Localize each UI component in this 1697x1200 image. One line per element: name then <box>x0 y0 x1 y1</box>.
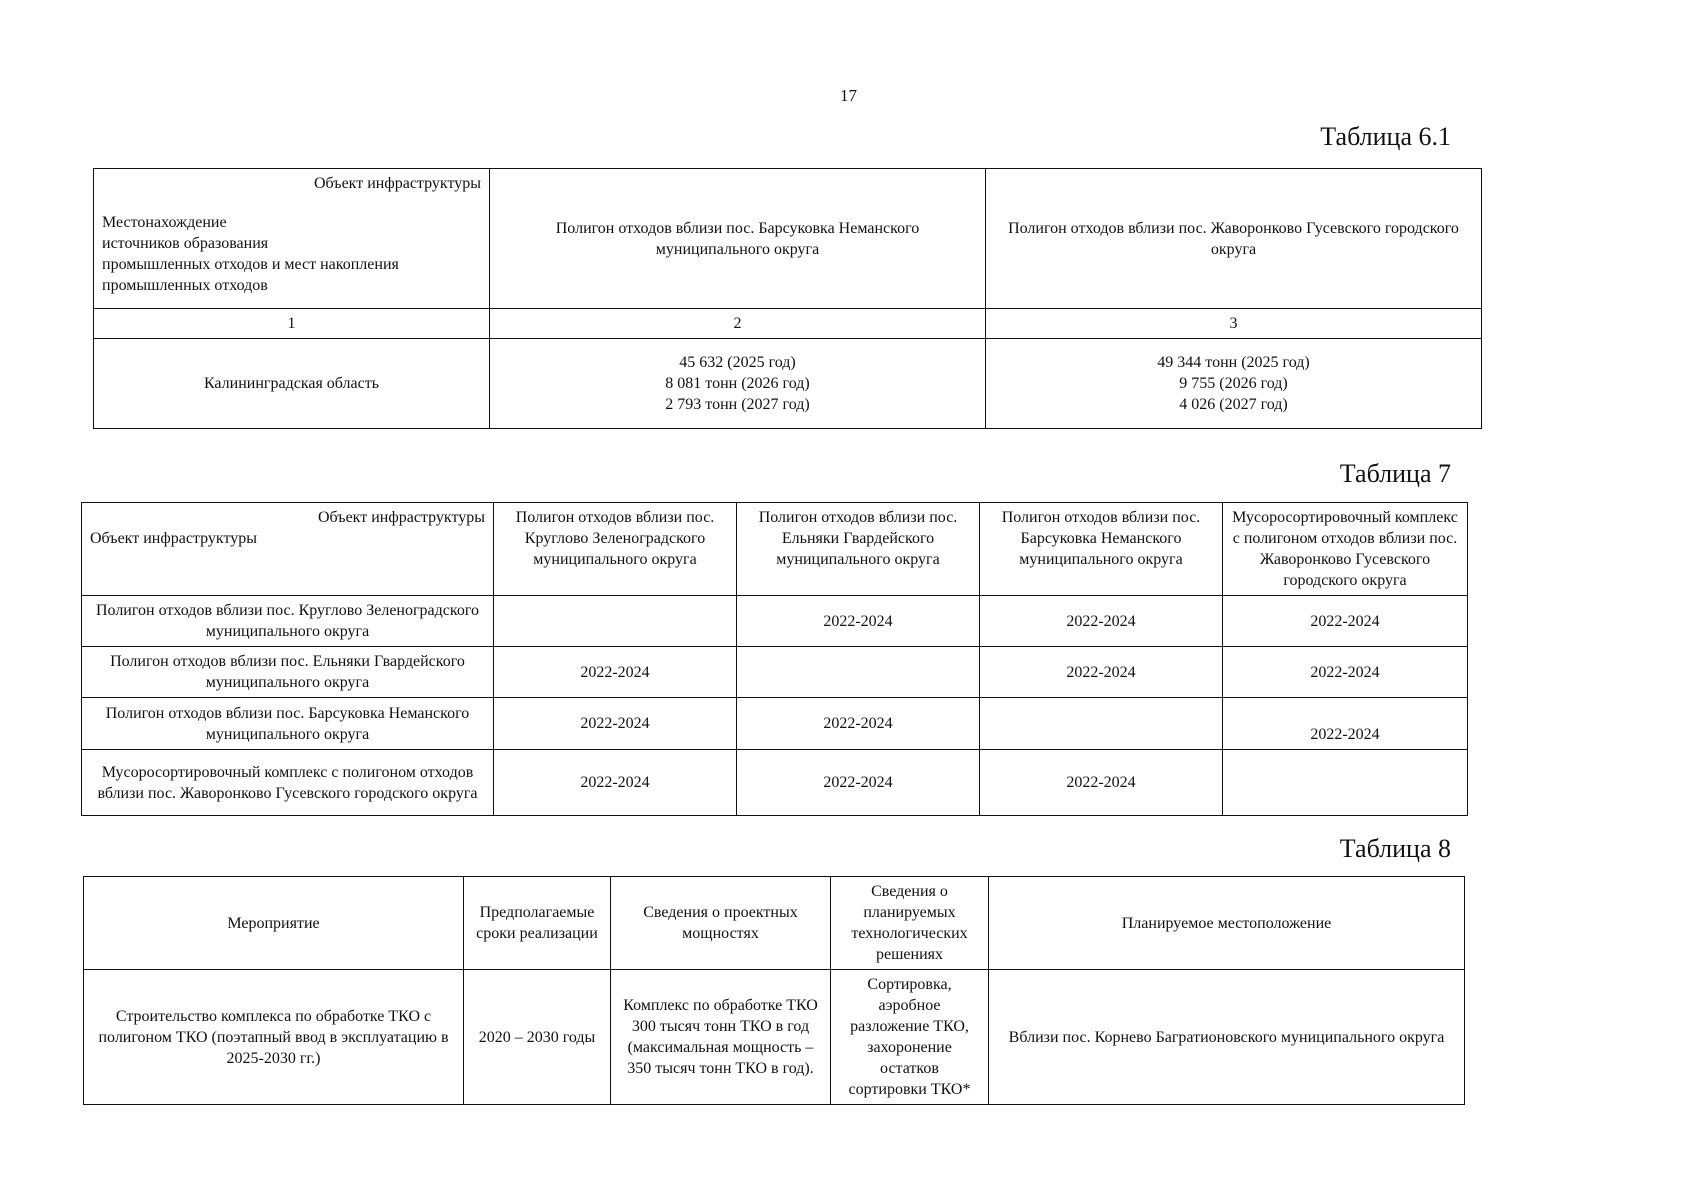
table-8-cell: Комплекс по обработке ТКО 300 тысяч тонн ТКО в год (максимальная мощность – 350 тысяч тонн ТКО в год). <box>611 970 831 1105</box>
table-8-header: Мероприятие <box>84 877 464 970</box>
table-7-cell: 2022-2024 <box>494 750 737 816</box>
table-8-header: Предполагаемые сроки реализации <box>464 877 611 970</box>
table-6-1-caption: Таблица 6.1 <box>1320 122 1451 151</box>
table-7-cell: 2022-2024 <box>737 698 980 750</box>
table-7-cell <box>980 698 1223 750</box>
table-7-cell: 2022-2024 <box>1223 698 1468 750</box>
table-8-cell: 2020 – 2030 годы <box>464 970 611 1105</box>
corner-bottom-line: промышленных отходов и мест накопления <box>102 256 399 273</box>
table-7-row-label: Мусоросортировочный комплекс с полигоном отходов вблизи пос. Жаворонково Гусевского городского округа <box>82 750 494 816</box>
table-7-cell: 2022-2024 <box>1223 596 1468 647</box>
table-7-cell: 2022-2024 <box>980 647 1223 698</box>
column-number: 1 <box>94 309 490 339</box>
table-8-header: Сведения о проектных мощностях <box>611 877 831 970</box>
cell-line: 45 632 (2025 год) <box>679 354 796 371</box>
table-7-header: Полигон отходов вблизи пос. Барсуковка Неманского муниципального округа <box>980 503 1223 596</box>
table-7-cell: 2022-2024 <box>737 750 980 816</box>
table-8-header: Планируемое местоположение <box>989 877 1465 970</box>
column-number: 2 <box>490 309 986 339</box>
table-8-header: Сведения о планируемых технологических решениях <box>831 877 989 970</box>
table-6-1-header: Полигон отходов вблизи пос. Жаворонково Гусевского городского округа <box>986 169 1482 309</box>
corner-top-label: Объект инфраструктуры <box>314 175 481 192</box>
table-6-1-header: Полигон отходов вблизи пос. Барсуковка Неманского муниципального округа <box>490 169 986 309</box>
table-7-cell: 2022-2024 <box>980 750 1223 816</box>
table-8-caption: Таблица 8 <box>1339 834 1451 863</box>
page-number: 17 <box>840 86 857 105</box>
table-6-1-cell <box>490 339 986 429</box>
table-7-cell <box>737 647 980 698</box>
table-8-cell: Вблизи пос. Корнево Багратионовского муниципального округа <box>989 970 1465 1105</box>
corner-top-label: Объект инфраструктуры <box>318 509 485 526</box>
table-7-cell: 2022-2024 <box>1223 647 1468 698</box>
table-8-cell: Сортировка, аэробное разложение ТКО, захоронение остатков сортировки ТКО* <box>831 970 989 1105</box>
table-6-1-corner-cell <box>94 169 490 309</box>
cell-line: 4 026 (2027 год) <box>1179 396 1288 413</box>
table-7-cell: 2022-2024 <box>980 596 1223 647</box>
table-8 <box>83 876 1465 1105</box>
table-7-row-label: Полигон отходов вблизи пос. Круглово Зеленоградского муниципального округа <box>82 596 494 647</box>
table-7-caption: Таблица 7 <box>1339 459 1451 488</box>
table-7 <box>81 502 1468 816</box>
table-7-cell <box>494 596 737 647</box>
table-6-1 <box>93 168 1482 429</box>
cell-line: 9 755 (2026 год) <box>1179 375 1288 392</box>
table-8-cell: Строительство комплекса по обработке ТКО с полигоном ТКО (поэтапный ввод в эксплуатацию в 2025-2030 гг.) <box>84 970 464 1105</box>
column-number: 3 <box>986 309 1482 339</box>
table-6-1-row-label: Калининградская область <box>94 339 490 429</box>
table-7-cell: 2022-2024 <box>737 596 980 647</box>
table-7-cell <box>1223 750 1468 816</box>
corner-bottom-label: Объект инфраструктуры <box>90 530 257 547</box>
table-6-1-cell <box>986 339 1482 429</box>
table-7-header: Полигон отходов вблизи пос. Ельняки Гвардейского муниципального округа <box>737 503 980 596</box>
table-7-row-label: Полигон отходов вблизи пос. Ельняки Гвардейского муниципального округа <box>82 647 494 698</box>
cell-line: 2 793 тонн (2027 год) <box>665 396 810 413</box>
cell-line: 49 344 тонн (2025 год) <box>1157 354 1310 371</box>
table-7-corner-cell <box>82 503 494 596</box>
corner-bottom-line: Местонахождение <box>102 214 227 231</box>
cell-line: 8 081 тонн (2026 год) <box>665 375 810 392</box>
corner-bottom-line: источников образования <box>102 235 269 252</box>
table-7-header: Мусоросортировочный комплекс с полигоном отходов вблизи пос. Жаворонково Гусевского городского округа <box>1223 503 1468 596</box>
corner-bottom-line: промышленных отходов <box>102 277 268 294</box>
table-7-header: Полигон отходов вблизи пос. Круглово Зеленоградского муниципального округа <box>494 503 737 596</box>
table-7-cell: 2022-2024 <box>494 698 737 750</box>
table-7-cell: 2022-2024 <box>494 647 737 698</box>
table-7-row-label: Полигон отходов вблизи пос. Барсуковка Неманского муниципального округа <box>82 698 494 750</box>
